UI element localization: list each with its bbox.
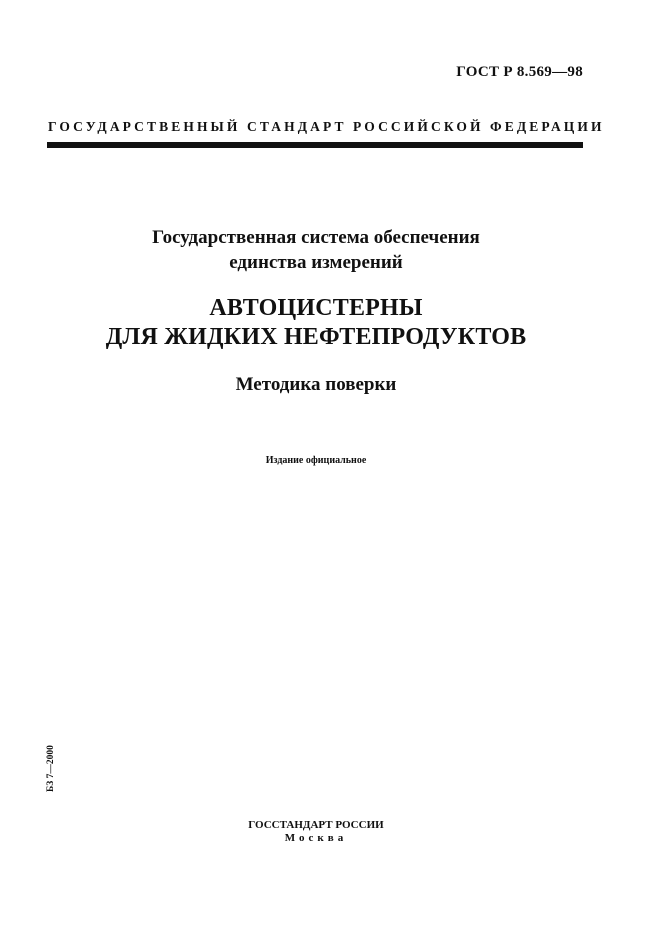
system-title-line-2: единства измерений [229, 252, 403, 273]
publisher-name: ГОССТАНДАРТ РОССИИ [248, 819, 384, 831]
header-divider [47, 142, 583, 148]
system-title [0, 225, 632, 275]
side-code: БЗ 7—2000 [46, 745, 56, 792]
edition-label: Издание официальное [265, 455, 367, 466]
main-title-line-1: АВТОЦИСТЕРНЫ [209, 295, 423, 321]
main-title-line-2: ДЛЯ ЖИДКИХ НЕФТЕПРОДУКТОВ [105, 324, 527, 350]
document-number: ГОСТ Р 8.569—98 [456, 64, 583, 80]
main-title [0, 294, 632, 352]
publisher-city: Москва [284, 832, 348, 844]
system-title-line-1: Государственная система обеспечения [152, 227, 480, 248]
document-subtitle: Методика поверки [235, 374, 397, 395]
state-standard-heading: ГОСУДАРСТВЕННЫЙ СТАНДАРТ РОССИЙСКОЙ ФЕДЕРАЦИИ [48, 119, 605, 134]
